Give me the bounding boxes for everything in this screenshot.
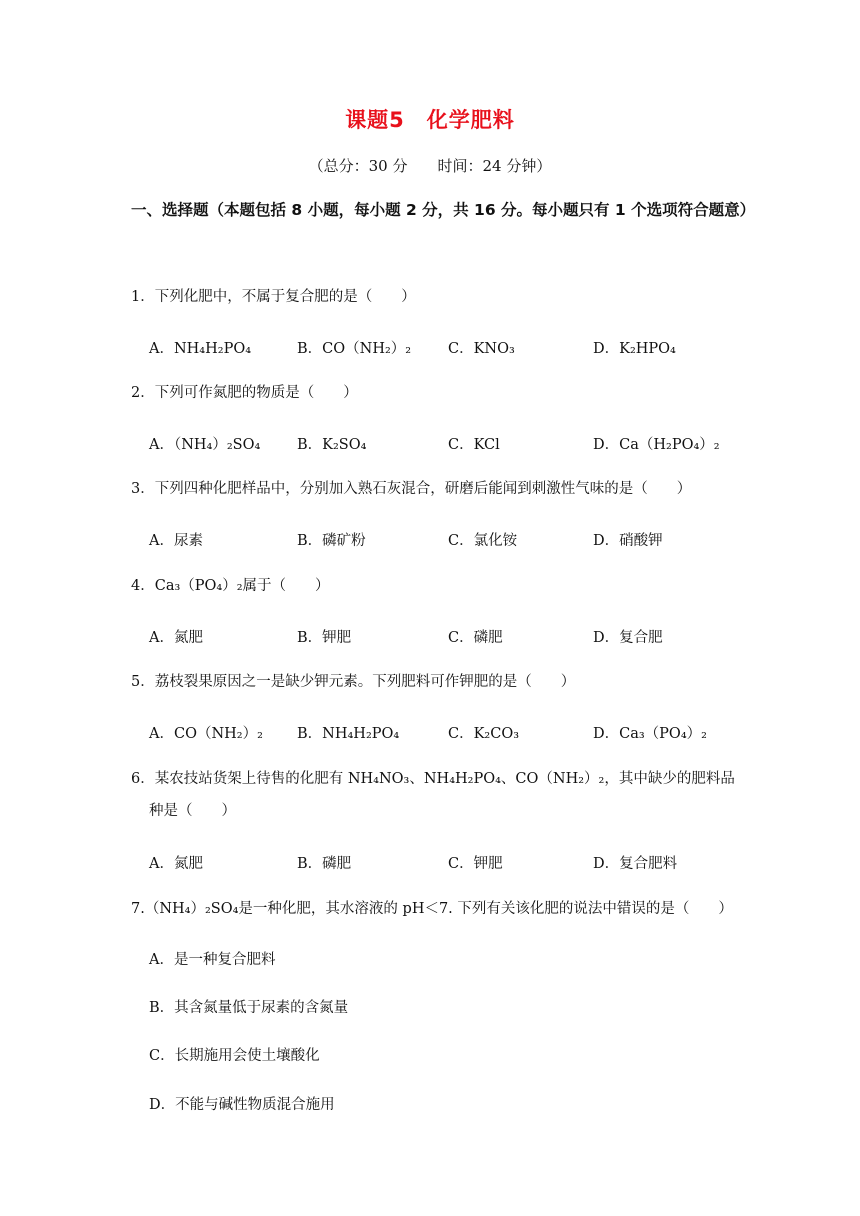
option-a: A．是一种复合肥料 — [149, 952, 276, 968]
option-a: A．CO（NH₂）₂ — [149, 726, 263, 742]
option-a: A．尿素 — [149, 533, 203, 549]
option-d: D．复合肥 — [593, 630, 663, 646]
question-options — [149, 337, 749, 361]
question-options — [149, 433, 749, 457]
section-heading: 一、选择题（本题包括 8 小题，每小题 2 分，共 16 分。每小题只有 1 个选项符合题意） — [131, 201, 756, 219]
option-c: C．K₂CO₃ — [448, 726, 520, 742]
option-b: B．K₂SO₄ — [297, 437, 367, 453]
option-c: C．长期施用会使土壤酸化 — [149, 1048, 320, 1064]
option-c: C．KNO₃ — [448, 341, 515, 357]
question-options — [149, 529, 749, 553]
option-b: B．其含氮量低于尿素的含氮量 — [149, 1000, 349, 1016]
option-d: D．硝酸钾 — [593, 533, 663, 549]
question-options — [149, 626, 749, 650]
option-a: A．氮肥 — [149, 856, 203, 872]
option-d: D．Ca₃（PO₄）₂ — [593, 726, 707, 742]
question-stem: 1．下列化肥中，不属于复合肥的是（ ） — [131, 289, 416, 305]
page-title: 课题5 化学肥料 — [345, 108, 515, 132]
question-stem — [131, 763, 741, 827]
option-c: C．氯化铵 — [448, 533, 518, 549]
option-d: D．K₂HPO₄ — [593, 341, 676, 357]
option-c: C．磷肥 — [448, 630, 503, 646]
question-stem: 3．下列四种化肥样品中，分别加入熟石灰混合，研磨后能闻到刺激性气味的是（ ） — [131, 481, 692, 497]
question-stem: 7.（NH₄）₂SO₄是一种化肥，其水溶液的 pH＜7. 下列有关该化肥的说法中错误的是（ ） — [131, 901, 733, 917]
option-a: A．氮肥 — [149, 630, 203, 646]
option-d: D．不能与碱性物质混合施用 — [149, 1097, 335, 1113]
score-time-info: （总分：30 分 时间：24 分钟） — [308, 157, 552, 175]
option-d: D．Ca（H₂PO₄）₂ — [593, 437, 720, 453]
option-b: B．CO（NH₂）₂ — [297, 341, 412, 357]
option-b: B．钾肥 — [297, 630, 352, 646]
question-options — [149, 722, 749, 746]
option-b: B．磷肥 — [297, 856, 352, 872]
option-c: C．KCl — [448, 437, 500, 453]
option-b: B．磷矿粉 — [297, 533, 366, 549]
option-b: B．NH₄H₂PO₄ — [297, 726, 400, 742]
option-a: A．（NH₄）₂SO₄ — [149, 437, 261, 453]
question-stem: 4．Ca₃（PO₄）₂属于（ ） — [131, 578, 330, 594]
option-c: C．钾肥 — [448, 856, 503, 872]
question-options — [149, 852, 749, 876]
question-stem-text: 6．某农技站货架上待售的化肥有 NH₄NO₃、NH₄H₂PO₄、CO（NH₂）₂，其中缺少的肥料品种是（ ） — [131, 771, 735, 819]
option-a: A．NH₄H₂PO₄ — [149, 341, 252, 357]
option-d: D．复合肥料 — [593, 856, 678, 872]
question-stem: 2．下列可作氮肥的物质是（ ） — [131, 385, 358, 401]
question-stem: 5．荔枝裂果原因之一是缺少钾元素。下列肥料可作钾肥的是（ ） — [131, 674, 576, 690]
